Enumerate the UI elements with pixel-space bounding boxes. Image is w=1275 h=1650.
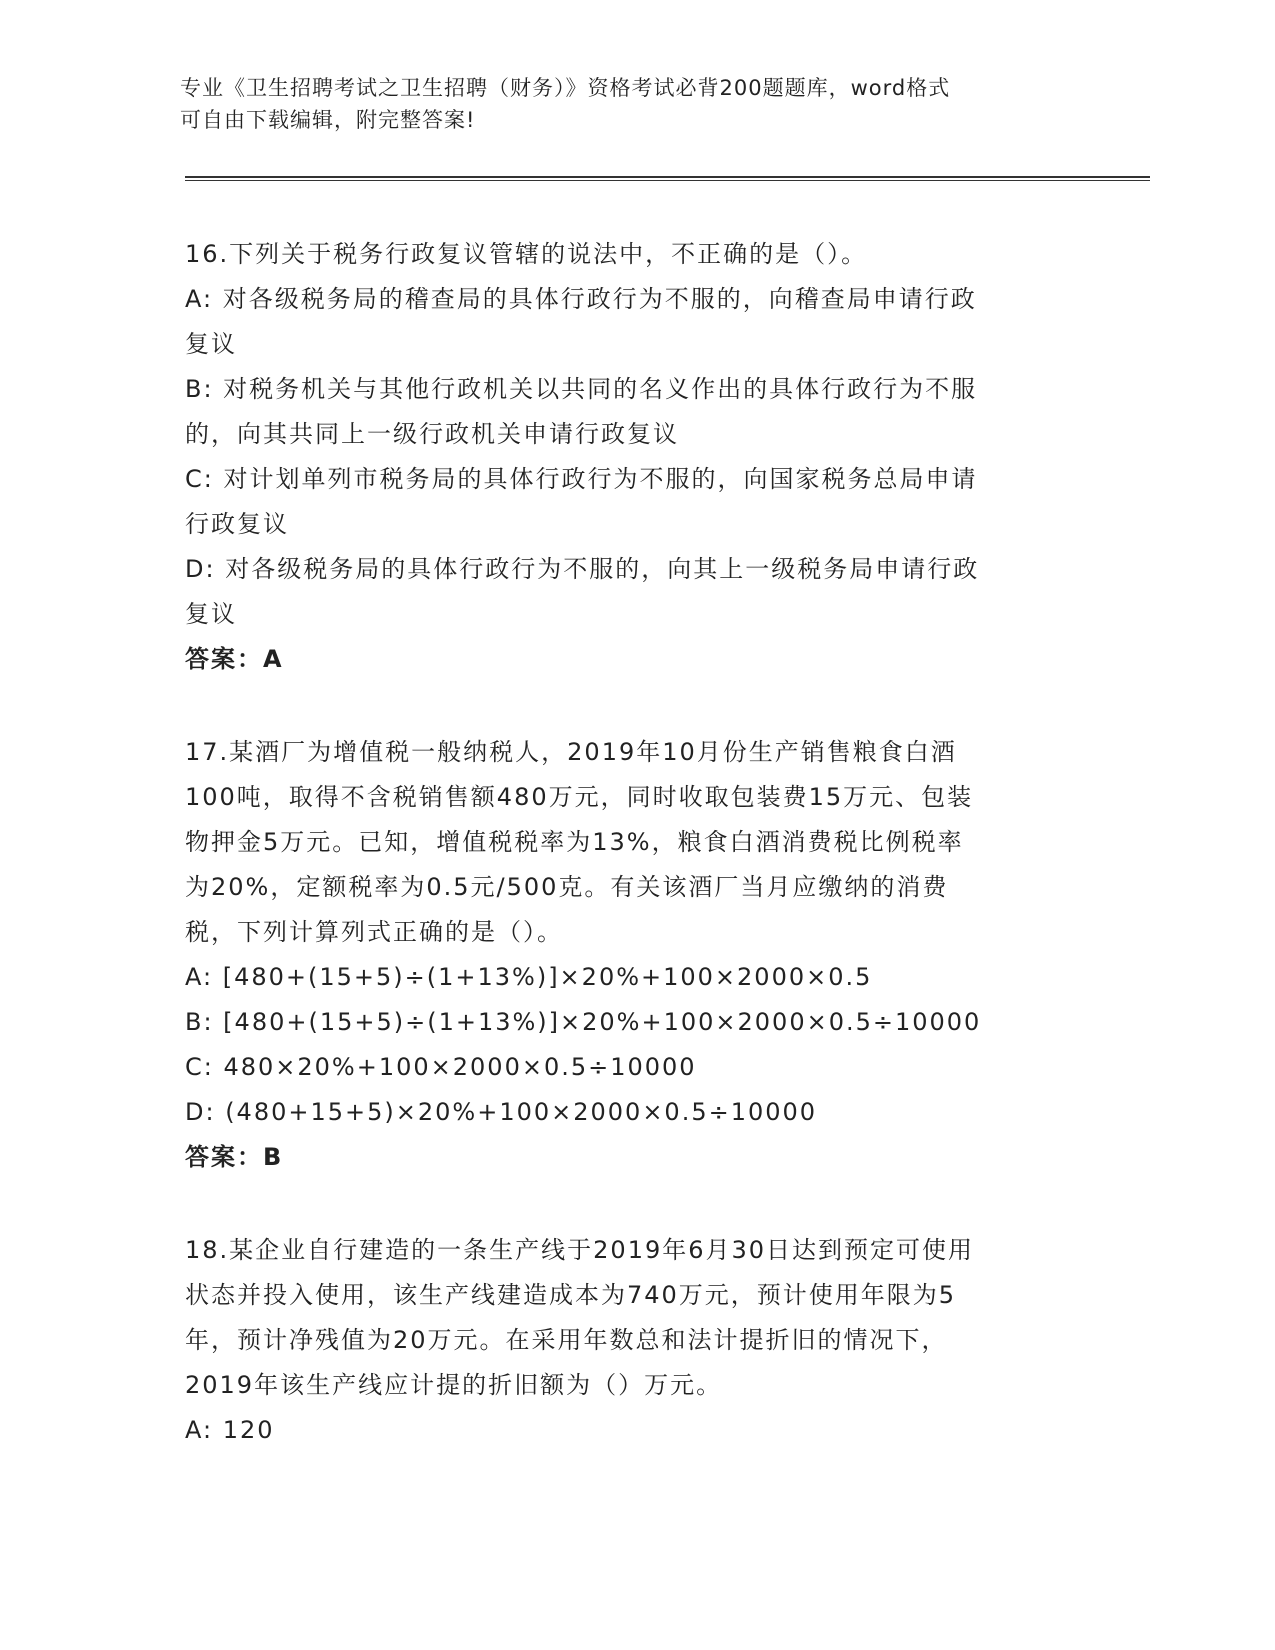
- option-c-cont: 行政复议: [185, 510, 289, 538]
- question-18: [185, 1228, 1065, 1453]
- answer: 答案：B: [185, 1143, 284, 1171]
- question-16: [185, 232, 1065, 682]
- question-text: 17.某酒厂为增值税一般纳税人，2019年10月份生产销售粮食白酒: [185, 738, 957, 766]
- option-d: D: (480+15+5)×20%+100×2000×0.5÷10000: [185, 1098, 818, 1126]
- question-gap: [185, 682, 1065, 730]
- question-text-cont: 100吨，取得不含税销售额480万元，同时收取包装费15万元、包装: [185, 783, 974, 811]
- option-a: A: 对各级税务局的稽查局的具体行政行为不服的，向稽查局申请行政: [185, 285, 977, 313]
- question-text-cont: 物押金5万元。已知，增值税税率为13%，粮食白酒消费税比例税率: [185, 828, 964, 856]
- question-list: [185, 232, 1065, 1453]
- option-d-cont: 复议: [185, 600, 237, 628]
- question-text-cont: 状态并投入使用，该生产线建造成本为740万元，预计使用年限为5: [185, 1281, 957, 1309]
- question-text-cont: 2019年该生产线应计提的折旧额为（）万元。: [185, 1371, 723, 1399]
- question-text: 16.下列关于税务行政复议管辖的说法中，不正确的是（）。: [185, 240, 868, 268]
- answer: 答案：A: [185, 645, 284, 673]
- question-text-cont: 为20%，定额税率为0.5元/500克。有关该酒厂当月应缴纳的消费: [185, 873, 949, 901]
- option-b: B: 对税务机关与其他行政机关以共同的名义作出的具体行政行为不服: [185, 375, 978, 403]
- question-text: 18.某企业自行建造的一条生产线于2019年6月30日达到预定可使用: [185, 1236, 975, 1264]
- question-17: [185, 730, 1065, 1180]
- header-divider: [185, 176, 1150, 178]
- question-text-cont: 年，预计净残值为20万元。在采用年数总和法计提折旧的情况下，: [185, 1326, 948, 1354]
- option-a: A: [480+(15+5)÷(1+13%)]×20%+100×2000×0.5: [185, 963, 873, 991]
- option-a-cont: 复议: [185, 330, 237, 358]
- question-text-cont: 税，下列计算列式正确的是（）。: [185, 918, 563, 946]
- document-header: [180, 72, 1060, 136]
- option-d: D: 对各级税务局的具体行政行为不服的，向其上一级税务局申请行政: [185, 555, 980, 583]
- option-c: C: 对计划单列市税务局的具体行政行为不服的，向国家税务总局申请: [185, 465, 978, 493]
- option-c: C: 480×20%+100×2000×0.5÷10000: [185, 1053, 697, 1081]
- header-divider-thin: [185, 180, 1150, 181]
- header-line-2: 可自由下载编辑，附完整答案!: [180, 108, 476, 132]
- header-line-1: 专业《卫生招聘考试之卫生招聘（财务）》资格考试必背200题题库，word格式: [180, 76, 951, 100]
- option-b: B: [480+(15+5)÷(1+13%)]×20%+100×2000×0.5÷10000: [185, 1008, 982, 1036]
- option-b-cont: 的，向其共同上一级行政机关申请行政复议: [185, 420, 679, 448]
- question-gap: [185, 1180, 1065, 1228]
- option-a: A: 120: [185, 1416, 275, 1444]
